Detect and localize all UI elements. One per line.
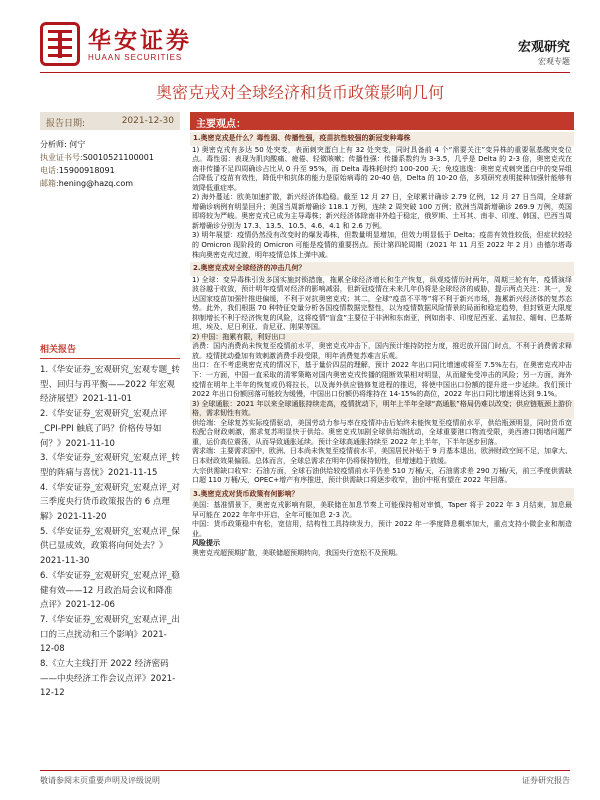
related-report-item[interactable]: 3.《华安证券_宏观研究_宏观点评_转型的阵痛与喜忧》2021-11-15 xyxy=(40,453,180,478)
report-date-label: 报告日期: xyxy=(46,119,86,129)
footer-divider xyxy=(40,770,570,771)
related-report-item[interactable]: 7.《华安证券_宏观研究_宏观点评_出口的三点扰动和三个影响》2021-12-08 xyxy=(40,614,180,655)
analyst-phone: 电话:15900918091 xyxy=(40,166,115,175)
section-heading: 1.奥密克戎是什么？毒性弱、传播性强，疫苗抗性较强的新冠变种毒株 xyxy=(190,132,574,146)
related-reports-list xyxy=(40,363,180,701)
header-divider xyxy=(40,72,570,73)
related-report-item[interactable]: 6.《华安证券_宏观研究_宏观点评_稳健有效——12 月政治局会议和降准点评》2021-12-06 xyxy=(40,570,180,611)
subsection-heading: 2) 中国：拖累有限，利好出口 xyxy=(190,333,574,343)
paragraph: 1) 奥密克戎有多达 50 处突变，表面刺突蛋白上有 32 处突变，同时具备前 4 个“需要关注”变异株的重要氨基酸突变位点。毒性弱：表现为肌肉酸痛、疲倦、轻微咳嗽；传播性强：传播系数约为 3-3.5，几乎是 Delta 的 2-3 倍，奥密克戎在南非传播不足四周确诊占比从 0 升至 95%，而 Delta 毒株耗时约 100-200 天；免疫逃逸：奥密克戎刺突蛋白中的变异组合降低了疫苗有效性，降低中和抗体的能力是原始病毒的 20-40 倍，Delta 的 10-20 倍，多项研究表明接种加强针能够有效降低重症率。 xyxy=(192,145,572,192)
paragraph: 中国：货币政策稳中有松，宽信用，结构性工具持续发力，预计 2022 年一季度降息概率加大，重点支持小微企业和制造业。 xyxy=(192,520,572,538)
paragraph: 大宗供需缺口收窄：石油方面，全球石油供给较疫情前水平仍差 510 万桶/天，石油需求差 290 万桶/天，前三季度供需缺口超 110 万桶/天，OPEC+增产有序推进，预计供需缺口将逐步收窄，油价中枢有望在 2022 年回落。 xyxy=(192,466,572,485)
related-report-item[interactable]: 1.《华安证券_宏观研究_宏观专题_转型、回归与再平衡——2022 年宏观经济展望》2021-11-01 xyxy=(40,365,180,405)
report-type: 宏观研究 xyxy=(517,40,570,55)
risk-heading: 风险提示 xyxy=(192,539,220,548)
paragraph: 需求端：主要需求国中，欧洲、日本尚未恢复至疫情前水平，美国居民补贴于 9 月基本退出，欧洲财政空间不足，加拿大、日本财政效果偏弱。总体而言，全球总需求在明年仍将保持韧性，但增速趋于放缓。 xyxy=(192,447,572,465)
analyst-name: 分析师: 何宁 xyxy=(40,140,86,149)
paragraph: 3) 明年展望：疫情仍然没有改变时的爆发毒株，但数量明显增加，但效力明显低于 Delta；疫苗有效性较低，但症状较轻的 Omicron 现阶段的 Omicron 可能是疫情的重要拐点。预计第四轮周期（2021 年 11 月至 2022 年 2 月）由德尔塔毒株向奥密克戎过渡，明年疫情总体上弹中减。 xyxy=(192,231,572,259)
analyst-email[interactable]: 邮箱:hening@hazq.com xyxy=(40,179,134,188)
report-subtype: 宏观专题 xyxy=(538,57,570,66)
paragraph: 美国：基准情景下，奥密克戎影响有限，美联储在加息节奏上可能保持相对审慎，Taper 将于 2022 年 3 月结束，加息最早可能在 2022 年年中开启，全年可能加息 2-3 次。 xyxy=(192,501,572,519)
footer-disclaimer: 敬请参阅末页重要声明及评级说明 xyxy=(40,776,160,785)
key-points-heading: 主要观点： xyxy=(190,112,574,130)
paragraph: 出口：在不考虑奥密克戎的情况下，基于量价四层的理解，预计 2022 年出口同比增速或将至 7.5%左右，在奥密克戎冲击下：一方面，中国一直采取的清零策略对国内奥密克戎传播的阻断效果相对明显，从而避免受冲击的风险；另一方面，海外疫情在明年上半年的恢复或仍将拉长，以及海外供应链修复进程的推迟，将使中国出口份额的提升进一步延续。我们预计 2022 年出口份额回落可能较为缓慢，中国出口份额仍将维持在 14-15%的高位，2022 年出口同比增速将达到 9.1%。 xyxy=(192,361,572,399)
section-heading: 2.奥密克戎对全球经济的冲击几何？ xyxy=(190,262,574,276)
brand-name-en: HUAAN SECURITIES xyxy=(88,53,183,62)
brand-name: 华安证券 xyxy=(88,27,192,54)
brand-logo-icon xyxy=(40,22,80,66)
related-report-item[interactable]: 8.《立大主线打开 2022 经济密码——中央经济工作会议点评》2021-12-12 xyxy=(40,659,176,699)
analyst-license: 执业证书号:S0010521100001 xyxy=(40,153,154,162)
key-points-panel xyxy=(190,112,574,762)
left-sidebar xyxy=(40,112,180,701)
related-report-item[interactable]: 5.《华安证券_宏观研究_宏观点评_保供已显成效，政策将向何处去？》2021-11-30 xyxy=(40,526,180,567)
related-report-item[interactable]: 2.《华安证券_宏观研究_宏观点评_CPI-PPI 触底了吗？价格传导如何？》2021-11-10 xyxy=(40,409,168,449)
paragraph: 消费：国内消费尚未恢复至疫情前水平，奥密克戎冲击下，国内预计维持防控力度，推迟放开国门时点，不利于消费需求释放。疫情扰动叠加有效刺激消费手段受限，明年消费复苏难言乐观。 xyxy=(192,342,572,360)
related-report-item[interactable]: 4.《华安证券_宏观研究_宏观点评_对三季度央行货币政策报告的 6 点理解》2021-11-20 xyxy=(40,482,180,523)
section-heading: 3.奥密克戎对货币政策有何影响？ xyxy=(190,488,574,502)
risk-text: 奥密克戎超预期扩散，美联储超预期转向，我国央行宽松不及预期。 xyxy=(192,548,402,557)
paragraph: 供给端：全球复苏实际疫情驱动，美国劳动力参与率在疫情冲击后始终未能恢复至疫情前水平，供给瓶颈明显，同时货币宽松配合财政刺激，需求复苏明显快于供给。奥密克戎加剧全球供给端扰动，全球重要港口物流受限，美西港口拥堵问题严重，运价高位震荡，从而导致通胀延续。预计全球高通胀持续至 2022 年上半年，下半年逐步回落。 xyxy=(192,418,572,446)
report-date-value: 2021-12-30 xyxy=(121,116,174,126)
report-header xyxy=(0,0,600,72)
paragraph: 3) 全球通胀：2021 年以来全球通胀持续走高，疫情扰动下，明年上半年全球“高通胀”格局仍难以改变；供应链瓶颈上游价格，需求韧性有效。 xyxy=(192,399,572,418)
analyst-info xyxy=(40,138,180,190)
paragraph: 1) 全球：变异毒株引发多国实施封锁措施，拖累全球经济增长和生产恢复，纵观疫情历时两年，周期三轮有年，疫情演绎波谷越于收敛，预计明年疫情对经济的影响减弱，但新冠疫情在未来几年仍将是全球经济的威胁，提示两点关注：其一，发达国家疫苗加强针推进偏缓，不利于对抗奥密克戎；其二，全球“疫苗不平等”将不利于新兴市场，拖累新兴经济体的复苏态势。此外，我们根据 70 种特征变量分析各国疫情数据完整性，以为疫情数据风险情景的局面和稳定趋势，但封锁更大限度抑制增长不利于经济恢复的风险，这将疫情“盲盒”主要位于非洲和东南亚，例如南非、印度尼西亚、孟加拉、缅甸、巴基斯坦、埃及、尼日利亚、肯尼亚、刚果等国。 xyxy=(192,275,572,332)
footer-label: 证券研究报告 xyxy=(522,776,570,785)
paragraph: 2) 海外蔓延：欧美加速扩散，新兴经济体趋稳。截至 12 月 27 日，全球累计确诊 2.79 亿例，12 月 27 日当周，全球新增确诊病例有明显回升；美国当周新增确诊 118.1 万例，连续 2 周突破 100 万例；欧洲当周新增确诊 269.9 万例，英国即将较为严峻。奥密克戎已成为主导毒株；新兴经济体除南非外趋于稳定，俄罗斯、土耳其、南非、印度、韩国、巴西当周新增确诊分别为 17.3、13.5、10.5、4.6、4.1 和 2.6 万例。 xyxy=(192,193,572,230)
report-title: 奥密克戎对全球经济和货币政策影响几何 xyxy=(155,83,444,102)
report-date-bar xyxy=(40,112,180,130)
related-reports-heading: 相关报告 xyxy=(40,342,180,359)
